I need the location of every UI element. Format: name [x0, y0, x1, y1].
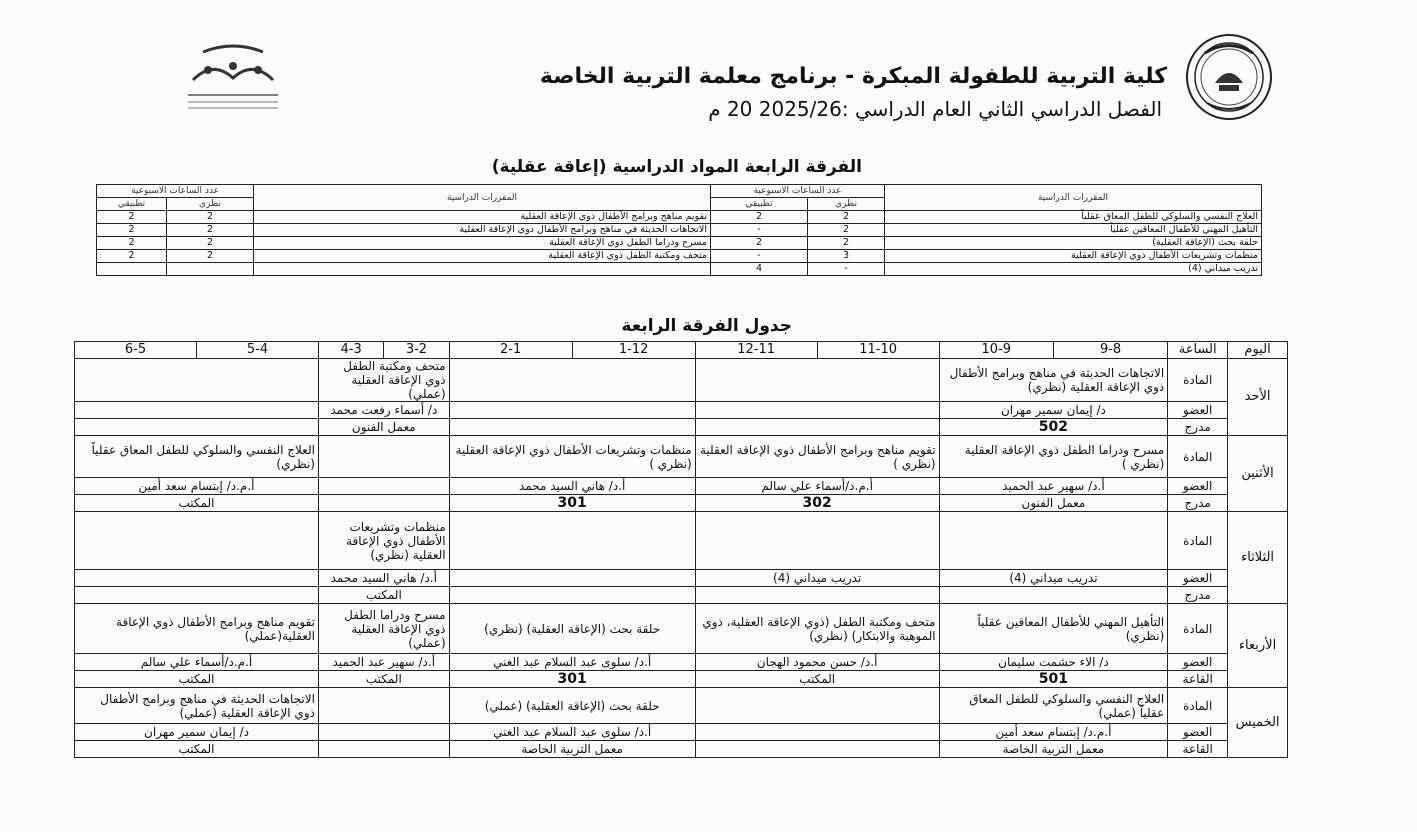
- subject-label: المادة: [1168, 512, 1228, 570]
- course-practical: 2: [97, 237, 167, 250]
- course-practical: 2: [711, 211, 808, 224]
- session-subject: منظمات وتشريعات الأطفال ذوي الإعاقة العقلية (نظري ): [449, 436, 695, 478]
- course-header: المقررات الدراسية: [254, 185, 711, 211]
- session-subject: الاتجاهات الحديثة في مناهج وبرامج الأطفال ذوي الإعاقة العقلية (نظري): [939, 359, 1168, 402]
- session-room: معمل الفنون: [318, 419, 449, 436]
- course-name: مسرح ودراما الطفل ذوي الإعاقة العقلية: [254, 237, 711, 250]
- table-row: [97, 237, 1262, 250]
- course-practical: -: [711, 224, 808, 237]
- university-seal-icon: [1185, 33, 1273, 121]
- session-member: أ.د/ سهير عبد الحميد: [318, 654, 449, 671]
- course-practical-empty: [97, 263, 167, 276]
- day-column-header: اليوم: [1228, 342, 1288, 359]
- hour-column-header: الساعة: [1168, 342, 1228, 359]
- session-member: تدريب ميداني (4): [695, 570, 939, 587]
- session-member: د/ أسماء رفعت محمد: [318, 402, 449, 419]
- course-theory-empty: [167, 263, 254, 276]
- course-name-empty: [254, 263, 711, 276]
- time-slot-header: 9-8: [1053, 342, 1167, 359]
- course-theory: 2: [167, 211, 254, 224]
- member-label: العضو: [1168, 654, 1228, 671]
- room-label: مدرج: [1168, 495, 1228, 512]
- table-row: [97, 224, 1262, 237]
- time-slot-header: 5-4: [197, 342, 319, 359]
- time-slot-header: 1-12: [572, 342, 695, 359]
- member-label: العضو: [1168, 724, 1228, 741]
- course-name: الاتجاهات الحديثة في مناهج وبرامج الأطفال ذوي الإعاقة العقلية: [254, 224, 711, 237]
- faculty-logo-icon: [178, 40, 288, 118]
- day-monday: الأثنين: [1228, 436, 1288, 512]
- member-label: العضو: [1168, 402, 1228, 419]
- course-practical: 2: [97, 224, 167, 237]
- session-member: أ.م.د/أسماء علي سالم: [695, 478, 939, 495]
- session-member: د/ الاء حشمت سليمان: [939, 654, 1168, 671]
- session-subject: متحف ومكتبة الطفل ذوي الإعاقة العقلية (عملي): [318, 359, 449, 402]
- session-room: 302: [695, 495, 939, 512]
- session-room: المكتب: [695, 671, 939, 688]
- session-member: تدريب ميداني (4): [939, 570, 1168, 587]
- practical-header: تطبيقي: [97, 198, 167, 211]
- session-room: 502: [939, 419, 1168, 436]
- subject-label: المادة: [1168, 604, 1228, 654]
- subject-label: المادة: [1168, 688, 1228, 724]
- course-theory: 3: [808, 250, 885, 263]
- session-room: 301: [449, 671, 695, 688]
- session-subject: حلقة بحث (الإعاقة العقلية) (نظري): [449, 604, 695, 654]
- course-practical: 2: [711, 237, 808, 250]
- page-title: كلية التربية للطفولة المبكرة - برنامج معلمة التربية الخاصة: [539, 64, 1167, 89]
- day-tuesday: الثلاثاء: [1228, 512, 1288, 604]
- room-label: مدرج: [1168, 419, 1228, 436]
- course-theory: 2: [808, 211, 885, 224]
- session-room: المكتب: [75, 671, 319, 688]
- table-row: [97, 250, 1262, 263]
- course-theory: 2: [167, 224, 254, 237]
- course-name: تدريب ميداني (4): [885, 263, 1262, 276]
- session-subject: مسرح ودراما الطفل ذوي الإعاقة العقلية (عملي): [318, 604, 449, 654]
- course-theory: 2: [808, 237, 885, 250]
- day-thursday: الخميس: [1228, 688, 1288, 758]
- course-header: المقررات الدراسية: [885, 185, 1262, 211]
- session-room: المكتب: [318, 671, 449, 688]
- session-room: المكتب: [75, 741, 319, 758]
- course-practical: 4: [711, 263, 808, 276]
- time-slot-header: 2-1: [449, 342, 572, 359]
- course-practical: 2: [97, 211, 167, 224]
- session-member: د/ إيمان سمير مهران: [75, 724, 319, 741]
- schedule-table: [74, 341, 1288, 758]
- session-subject: تقويم مناهج وبرامج الأطفال ذوي الإعاقة العقلية(عملي): [75, 604, 319, 654]
- course-name: حلقة بحث (الإعاقة العقلية): [885, 237, 1262, 250]
- course-practical: 2: [97, 250, 167, 263]
- session-member: أ.م.د/ إبتسام سعد أمين: [75, 478, 319, 495]
- time-slot-header: 10-9: [939, 342, 1053, 359]
- table-row: [97, 263, 1262, 276]
- session-subject: حلقة بحث (الإعاقة العقلية) (عملي): [449, 688, 695, 724]
- session-member: د/ إيمان سمير مهران: [939, 402, 1168, 419]
- session-room: المكتب: [318, 587, 449, 604]
- hours-header: عدد الساعات الاسبوعية: [97, 185, 254, 198]
- course-name: تقويم مناهج وبرامج الأطفال ذوي الإعاقة العقلية: [254, 211, 711, 224]
- session-member: أ.د/ سهير عبد الحميد: [939, 478, 1168, 495]
- session-subject: الاتجاهات الحديثة في مناهج وبرامج الأطفال ذوي الإعاقة العقلية (عملي): [75, 688, 319, 724]
- course-name: متحف ومكتبة الطفل ذوي الإعاقة العقلية: [254, 250, 711, 263]
- day-sunday: الأحد: [1228, 359, 1288, 436]
- theory-header: نظري: [167, 198, 254, 211]
- session-subject: التأهيل المهني للأطفال المعاقين عقلياً (نظري): [939, 604, 1168, 654]
- time-slot-header: 11-10: [817, 342, 939, 359]
- session-member: أ.د/ هاني السيد محمد: [449, 478, 695, 495]
- session-room: معمل الفنون: [939, 495, 1168, 512]
- session-room: المكتب: [75, 495, 319, 512]
- session-subject: تقويم مناهج وبرامج الأطفال ذوي الإعاقة العقلية (نظري ): [695, 436, 939, 478]
- course-name: منظمات وتشريعات الأطفال ذوي الإعاقة العقلية: [885, 250, 1262, 263]
- member-label: العضو: [1168, 570, 1228, 587]
- member-label: العضو: [1168, 478, 1228, 495]
- semester-subtitle: الفصل الدراسي الثاني العام الدراسي :2025/26 20 م: [708, 97, 1162, 121]
- course-practical: -: [711, 250, 808, 263]
- courses-table: [96, 184, 1262, 276]
- session-member: أ.د/ هاني السيد محمد: [318, 570, 449, 587]
- session-subject: العلاج النفسي والسلوكي للطفل المعاق عقلياً (نظري): [75, 436, 319, 478]
- session-subject: متحف ومكتبة الطفل (ذوي الإعاقة العقلية، ذوي الموهبة والابتكار) (نظري): [695, 604, 939, 654]
- theory-header: نظري: [808, 198, 885, 211]
- course-theory: 2: [167, 237, 254, 250]
- course-theory: 2: [167, 250, 254, 263]
- session-room: 501: [939, 671, 1168, 688]
- subject-label: المادة: [1168, 436, 1228, 478]
- hall-label: القاعة: [1168, 671, 1228, 688]
- session-member: أ.د/ سلوى عبد السلام عبد الغني: [449, 724, 695, 741]
- room-label: مدرج: [1168, 587, 1228, 604]
- session-subject: منظمات وتشريعات الأطفال ذوي الإعاقة العقلية (نظري): [318, 512, 449, 570]
- subject-label: المادة: [1168, 359, 1228, 402]
- session-member: أ.م.د/أسماء علي سالم: [75, 654, 319, 671]
- session-subject: مسرح ودراما الطفل ذوي الإعاقة العقلية (نظري ): [939, 436, 1168, 478]
- practical-header: تطبيقي: [711, 198, 808, 211]
- session-subject: العلاج النفسي والسلوكي للطفل المعاق عقلياً (عملي): [939, 688, 1168, 724]
- session-room: معمل التربية الخاصة: [939, 741, 1168, 758]
- table-row: [97, 211, 1262, 224]
- session-member: أ.م.د/ إبتسام سعد أمين: [939, 724, 1168, 741]
- course-name: العلاج النفسي والسلوكي للطفل المعاق عقلياً: [885, 211, 1262, 224]
- day-wednesday: الأربعاء: [1228, 604, 1288, 688]
- course-name: التأهيل المهني للأطفال المعاقين عقلياً: [885, 224, 1262, 237]
- session-room: معمل التربية الخاصة: [449, 741, 695, 758]
- schedule-title: جدول الفرقة الرابعة: [621, 316, 792, 336]
- time-slot-header: 4-3: [318, 342, 383, 359]
- session-member: أ.د/ سلوى عبد السلام عبد الغني: [449, 654, 695, 671]
- hours-header: عدد الساعات الاسبوعية: [711, 185, 885, 198]
- session-member: أ.د/ حسن محمود الهجان: [695, 654, 939, 671]
- course-theory: -: [808, 263, 885, 276]
- course-theory: 2: [808, 224, 885, 237]
- time-slot-header: 6-5: [75, 342, 197, 359]
- time-slot-header: 12-11: [695, 342, 817, 359]
- time-slot-header: 3-2: [384, 342, 449, 359]
- session-room: 301: [449, 495, 695, 512]
- level-courses-title: الفرقة الرابعة المواد الدراسية (إعاقة عقلية): [491, 157, 862, 177]
- hall-label: القاعة: [1168, 741, 1228, 758]
